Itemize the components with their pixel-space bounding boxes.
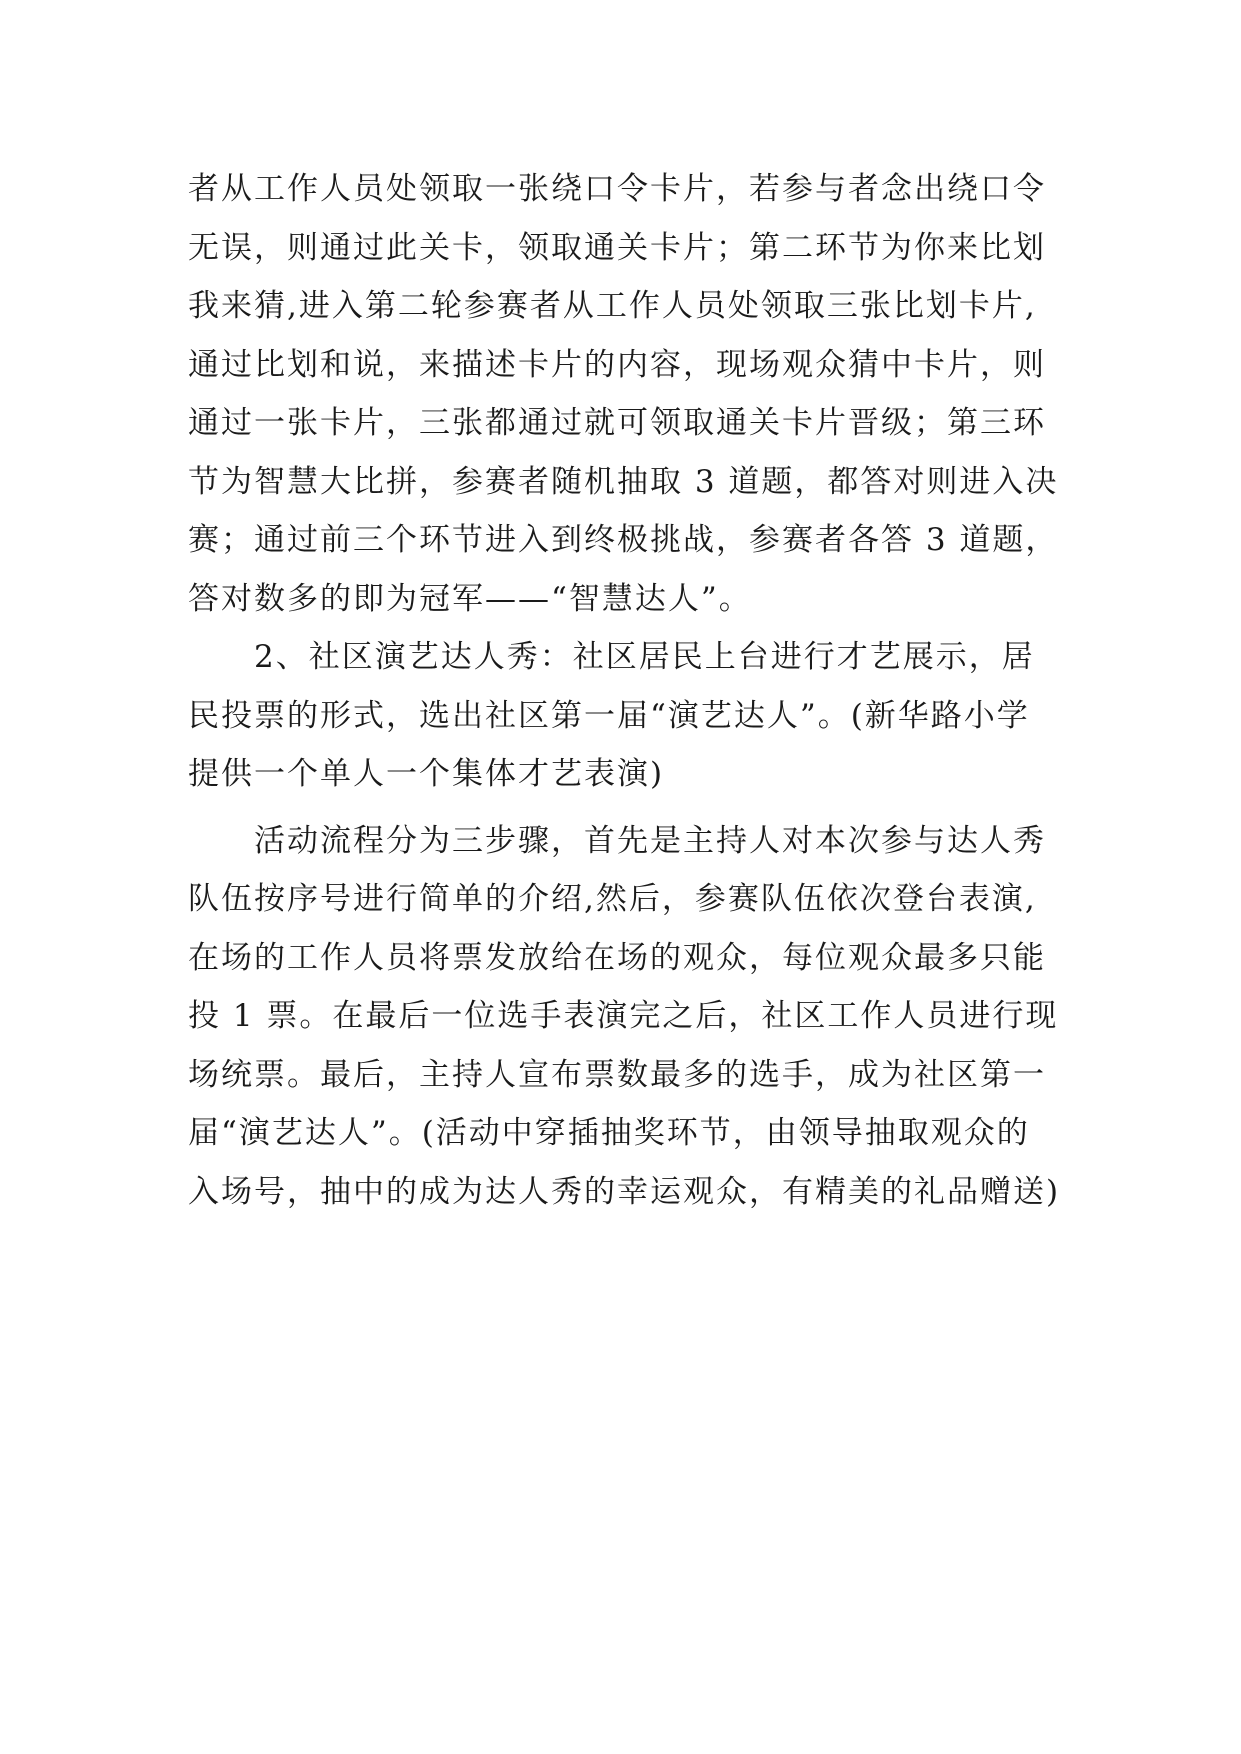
text-line: 队伍按序号进行简单的介绍,然后，参赛队伍依次登台表演, xyxy=(188,881,1037,917)
text-line: 提供一个单人一个集体才艺表演) xyxy=(188,756,665,792)
text-line: 我来猜,进入第二轮参赛者从工作人员处领取三张比划卡片, xyxy=(188,288,1037,324)
paragraph-3 xyxy=(188,812,1088,1222)
text-line: 入场号，抽中的成为达人秀的幸运观众，有精美的礼品赠送) xyxy=(188,1173,1061,1210)
paragraph-1 xyxy=(188,160,1088,628)
text-line: 节为智慧大比拼，参赛者随机抽取 3 道题，都答对则进入决 xyxy=(188,463,1059,500)
paragraph-spacer xyxy=(188,804,1088,812)
text-line: 无误，则通过此关卡，领取通关卡片；第二环节为你来比划 xyxy=(188,229,1046,266)
text-line: 答对数多的即为冠军——“智慧达人”。 xyxy=(188,580,752,617)
text-line: 通过一张卡片，三张都通过就可领取通关卡片晋级；第三环 xyxy=(188,405,1046,441)
text-line: 投 1 票。在最后一位选手表演完之后，社区工作人员进行现 xyxy=(188,998,1059,1034)
text-line: 民投票的形式，选出社区第一届“演艺达人”。(新华路小学 xyxy=(188,697,1030,734)
document-body xyxy=(188,160,1088,1221)
text-line: 赛；通过前三个环节进入到终极挑战，参赛者各答 3 道题， xyxy=(188,522,1059,558)
text-line: 通过比划和说，来描述卡片的内容，现场观众猜中卡片，则 xyxy=(188,346,1046,383)
text-line: 2、社区演艺达人秀：社区居民上台进行才艺展示，居 xyxy=(254,639,1035,675)
text-line: 者从工作人员处领取一张绕口令卡片，若参与者念出绕口令 xyxy=(188,171,1046,207)
text-line: 活动流程分为三步骤，首先是主持人对本次参与达人秀 xyxy=(254,822,1046,859)
text-line: 场统票。最后，主持人宣布票数最多的选手，成为社区第一 xyxy=(188,1056,1046,1093)
text-line: 在场的工作人员将票发放给在场的观众，每位观众最多只能 xyxy=(188,939,1046,976)
paragraph-2 xyxy=(188,628,1088,804)
text-line: 届“演艺达人”。(活动中穿插抽奖环节，由领导抽取观众的 xyxy=(188,1115,1030,1151)
